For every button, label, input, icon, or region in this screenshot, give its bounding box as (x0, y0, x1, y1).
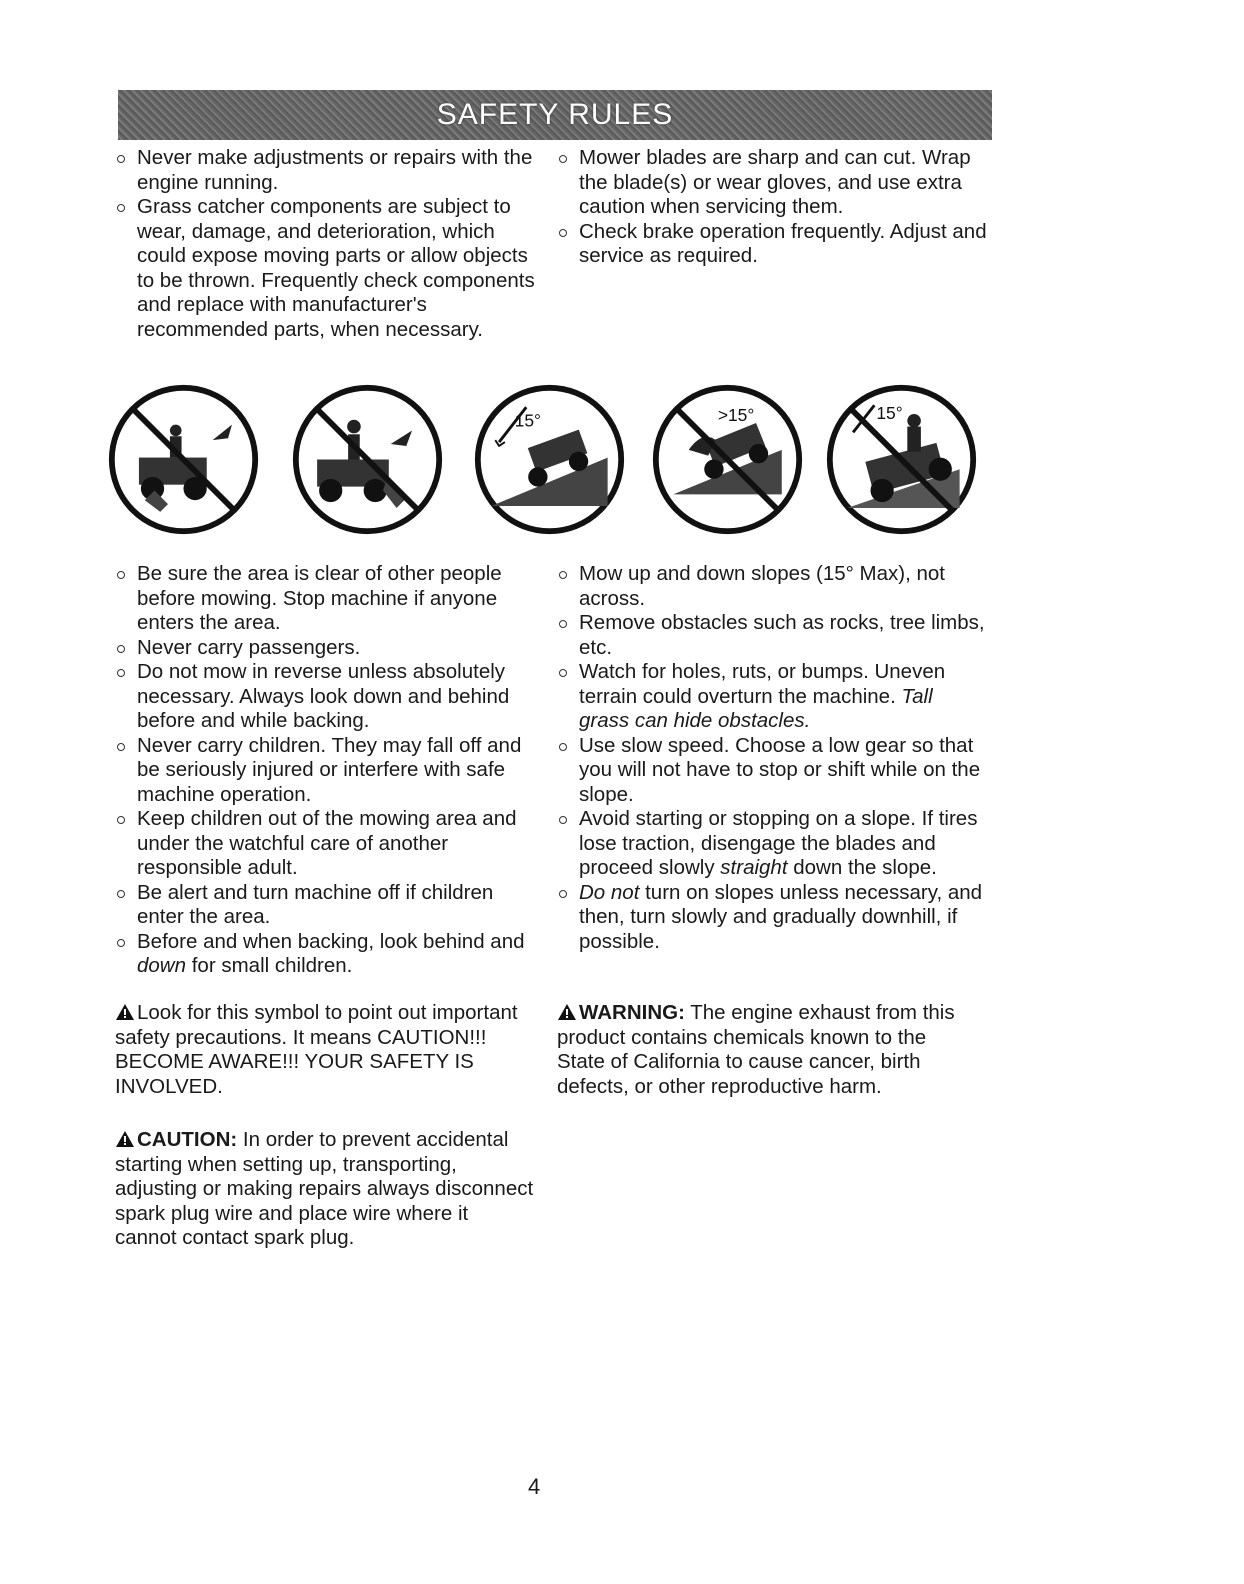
note-text: The engine exhaust from this product contains chemicals known to the State of California to cause cancer, birth defects, or other reproductive harm. (557, 1001, 955, 1098)
top-left-rules (115, 146, 545, 342)
item-text: down the slope. (793, 856, 937, 879)
list-item: Keep children out of the mowing area and under the watchful care of another responsible adult. (115, 807, 545, 881)
no-mowing-across-slope-icon (824, 382, 979, 537)
mid-left-rules (115, 562, 545, 979)
top-right-rules (557, 146, 987, 269)
warning-label: WARNING: (579, 1001, 685, 1024)
list-item: Use slow speed. Choose a low gear so that you will not have to stop or shift while on the slope. (557, 734, 987, 808)
safety-pictograms (100, 382, 1000, 552)
item-text: turn on slopes unless necessary, and then, turn slowly and gradually downhill, if possible. (579, 880, 983, 953)
page-title: SAFETY RULES (436, 98, 674, 131)
no-passengers-icon (290, 382, 445, 537)
no-bystanders-icon (106, 382, 261, 537)
list-item: Never make adjustments or repairs with the engine running. (115, 146, 545, 195)
list-item: Remove obstacles such as rocks, tree limbs, etc. (557, 611, 987, 660)
page-number: 4 (528, 1474, 541, 1499)
list-item: Never carry passengers. (115, 636, 545, 661)
list-item: Check brake operation frequently. Adjust and service as required. (557, 220, 987, 269)
safety-symbol-note (115, 1001, 535, 1099)
item-text: Before and when backing, look behind and (137, 929, 525, 953)
mid-right-rules (557, 562, 987, 954)
item-emphasis: straight (720, 856, 788, 879)
item-text: Avoid starting or stopping on a slope. If tires lose traction, disengage the blades and proceed slowly (579, 807, 978, 879)
caution-label: CAUTION: (137, 1128, 238, 1151)
note-text: In order to prevent accidental starting when setting up, transporting, adjusting or making repairs always disconnect spark plug wire and place wire where it cannot contact spark plug. (115, 1128, 534, 1249)
list-item (557, 660, 987, 734)
slope-label: 15° (876, 402, 903, 423)
slope-label: >15° (717, 404, 755, 425)
item-emphasis: Do not (579, 880, 640, 904)
list-item (115, 930, 545, 979)
list-item: Be sure the area is clear of other people before mowing. Stop machine if anyone enters the area. (115, 562, 545, 636)
item-text: for small children. (191, 954, 353, 977)
list-item: Mower blades are sharp and can cut. Wrap the blade(s) or wear gloves, and use extra caution when servicing them. (557, 146, 987, 220)
list-item (557, 881, 987, 955)
list-item: Grass catcher components are subject to wear, damage, and deterioration, which could expose moving parts or allow objects to be thrown. Frequently check components and replace with manufacturer's recommended parts, when necessary. (115, 195, 545, 342)
section-banner (118, 90, 992, 140)
slope-label: 15° (514, 410, 541, 431)
item-text: Watch for holes, ruts, or bumps. Uneven terrain could overturn the machine. (579, 660, 946, 708)
list-item: Mow up and down slopes (15° Max), not across. (557, 562, 987, 611)
warning-triangle-icon (115, 1130, 135, 1148)
list-item: Never carry children. They may fall off and be seriously injured or interfere with safe machine operation. (115, 734, 545, 808)
list-item (557, 807, 987, 881)
caution-note (115, 1128, 535, 1251)
item-emphasis: Tall grass can hide obstacles. (579, 684, 933, 732)
list-item: Be alert and turn machine off if children enter the area. (115, 881, 545, 930)
item-emphasis: down (137, 954, 187, 977)
warning-triangle-icon (557, 1003, 577, 1021)
warning-note (557, 1001, 977, 1099)
note-text: Look for this symbol to point out important safety precautions. It means CAUTION!!! BECOME AWARE!!! YOUR SAFETY IS INVOLVED. (115, 1001, 518, 1098)
warning-triangle-icon (115, 1003, 135, 1021)
list-item: Do not mow in reverse unless absolutely necessary. Always look down and behind before and while backing. (115, 660, 545, 734)
no-slope-over-15-degrees-icon (650, 382, 805, 537)
max-slope-15-degrees-icon (472, 382, 627, 537)
